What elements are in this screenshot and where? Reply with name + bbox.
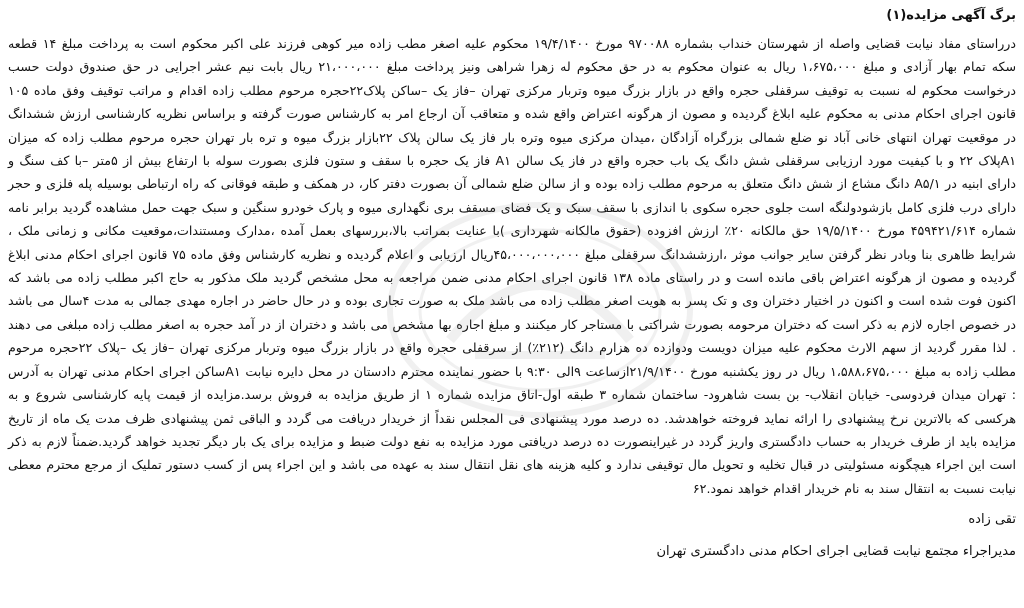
signer-name: تقی زاده <box>968 512 1016 528</box>
notice-title: برگ آگهی مزایده(۱) <box>886 8 1016 23</box>
notice-body: درراستای مفاد نیابت قضایی واصله از شهرستان خنداب بشماره ۹۷۰۰۸۸ مورخ ۱۹/۴/۱۴۰۰ محکوم علیه اصغر مطب زاده میر کوهی فرزند علی اکبر محکوم است به پرداخت مبلغ ۱۴ قطعه سکه تمام بهار آزادی و مبلغ ۱،۶۷۵،۰۰۰ ریال به عنوان محکوم به در حق محکوم له زهرا شراهی ونیز پرداخت مبلغ ۲۱،۰۰۰،۰۰۰ ریال بابت نیم عشر اجرایی در حق صندوق دولت حسب درخواست محکوم له نسبت به توقیف سرقفلی حجره واقع در بازار بزرگ میوه وتربار مرکزی تهران –فاز یک –ساکن پلاک۲۲حجره مرحوم مطلب زاده اقدام و مراتب توقیف وفق ماده ۱۰۵ قانون اجرای احکام مدنی به محکوم علیه ابلاغ گردیده و مصون از هرگونه اعتراض واقع شده و متعاقب آن ارجاع امر به کارشناس صورت گرفته و براساس نظریه کارشناسی ارزش ششدانگ در موقعیت تهران انتهای خانی آباد نو ضلع شمالی بزرگراه آزادگان ،میدان مرکزی میوه وتره بار فاز یک سالن پلاک ۲۲بازار بزرگ میوه و تره بار تهران حجره مرحوم مطلب زاده که میزان A۱پلاک ۲۲ و با کیفیت مورد ارزیابی سرقفلی شش دانگ یک باب حجره واقع در فاز یک سالن A۱ فاز یک حجره با سقف و ستون فلزی بصورت سوله با ارتفاع بیش از ۵متر –با کف سنگ و دارای ابنیه در A۵/۱ دانگ مشاع از شش دانگ متعلق به مرحوم مطلب زاده بوده و از سالن ضلع شمالی آن بصورت دفتر کار، در همکف و طبقه فوقانی که راه ارتباطی بوسیله پله فلزی و حجر دارای درب فلزی کامل بازشودولنگه است جلوی حجره سکوی با اندازی با سقف سبک و یک فضای مسقف بری نگهداری میوه و پارک خودرو سنگین و سبک جهت حمل مشاهده گردید برابر نامه شماره ۴۵۹۴۲۱/۶۱۴ مورخ ۱۹/۵/۱۴۰۰ حق مالکانه ۲۰٪ ارزش افزوده (حقوق مالکانه شهرداری )با عنایت بمراتب بالا،بررسهای بعمل آمده ،مدارک ومستندات،موقعیت مکانی و زمانی ملک ، شرایط ظاهری بنا وبادر نظر گرفتن سایر جوانب موثر ،ارزششدانگ سرقفلی مبلغ ۴۵،۰۰۰،۰۰۰،۰۰۰ریال ارزیابی و اعلام گردیده و نظریه کارشناس وفق ماده ۷۵ قانون اجرای احکام مدنی ابلاغ گردیده و مصون از هرگونه اعتراض باقی مانده است و در راستای ماده ۱۳۸ قانون اجرای احکام مدنی ضمن مراجعه به محل مشخص گردید ملک مذکور به حاج اکبر مطلب زاده می باشد که اکنون فوت شده است و اکنون در اختیار دختران وی و تک پسر به هویت اصغر مطلب زاده می باشد ملک به صورت تجاری بوده و در حال حاضر در اجاره مهدی جمالی به مدت ۴سال می باشد در خصوص اجاره لازم به ذکر است که دختران مرحومه بصورت شراکتی با مستاجر کار میکنند و مبلغ اجاره بها مشخص می باشد و دختران از در آمد حجره به اصغر مطلب زاده مبلغی می دهند . لذا مقرر گردید از سهم الارث محکوم علیه میزان دویست ودوازده ده هزارم دانگ (۲۱۲٪) از سرقفلی حجره واقع در بازار بزرگ میوه وتربار مرکزی تهران –فاز یک –پلاک ۲۲حجره مرحوم مطلب زاده به مبلغ ۱،۵۸۸،۶۷۵،۰۰۰ ریال در روز یکشنبه مورخ ۲۱/۹/۱۴۰۰ازساعت ۹الی ۹:۳۰ با حضور نماینده محترم دادستان در محل دایره نیابت A۱ساکن اجرای احکام مدنی تهران به آدرس : تهران میدان فردوسی- خیابان انقلاب- بن بست شاهرود- ساختمان شماره ۳ طبقه اول-اتاق مزایده شماره ۱ از طریق مزایده به فروش برسد.مزایده از قیمت پایه کارشناسی شروع و به هرکسی که بالاترین نرخ پیشنهادی را ارائه نماید فروخته خواهدشد. ده درصد مورد پیشنهادی فی المجلس نقداً از خریدار دریافت می گردد و الباقی ثمن پیشنهادی ظرف مدت یک ماه از تاریخ مزایده باید از طرف خریدار به حساب دادگستری واریز گردد در غیراینصورت ده درصد دریافتی مورد مزایده به نفع دولت ضبط و مزایده برای یک بار دیگر تجدید خواهد گردید.ضمناً لازم به ذکر است این اجراء هیچگونه مسئولیتی در قبال تخلیه و تحویل مال توقیفی ندارد و کلیه هزینه های نقل انتقال سند به عهده می باشد و این اجراء پس از کسب دستور تملیک از مرجع محترم معطی نیابت نسبت به انتقال سند به نام خریدار اقدام خواهد نمود.۶۲ <box>8 36 1017 496</box>
issuing-office: مدیراجراء مجتمع نیابت قضایی اجرای احکام مدنی دادگستری تهران <box>656 544 1016 560</box>
